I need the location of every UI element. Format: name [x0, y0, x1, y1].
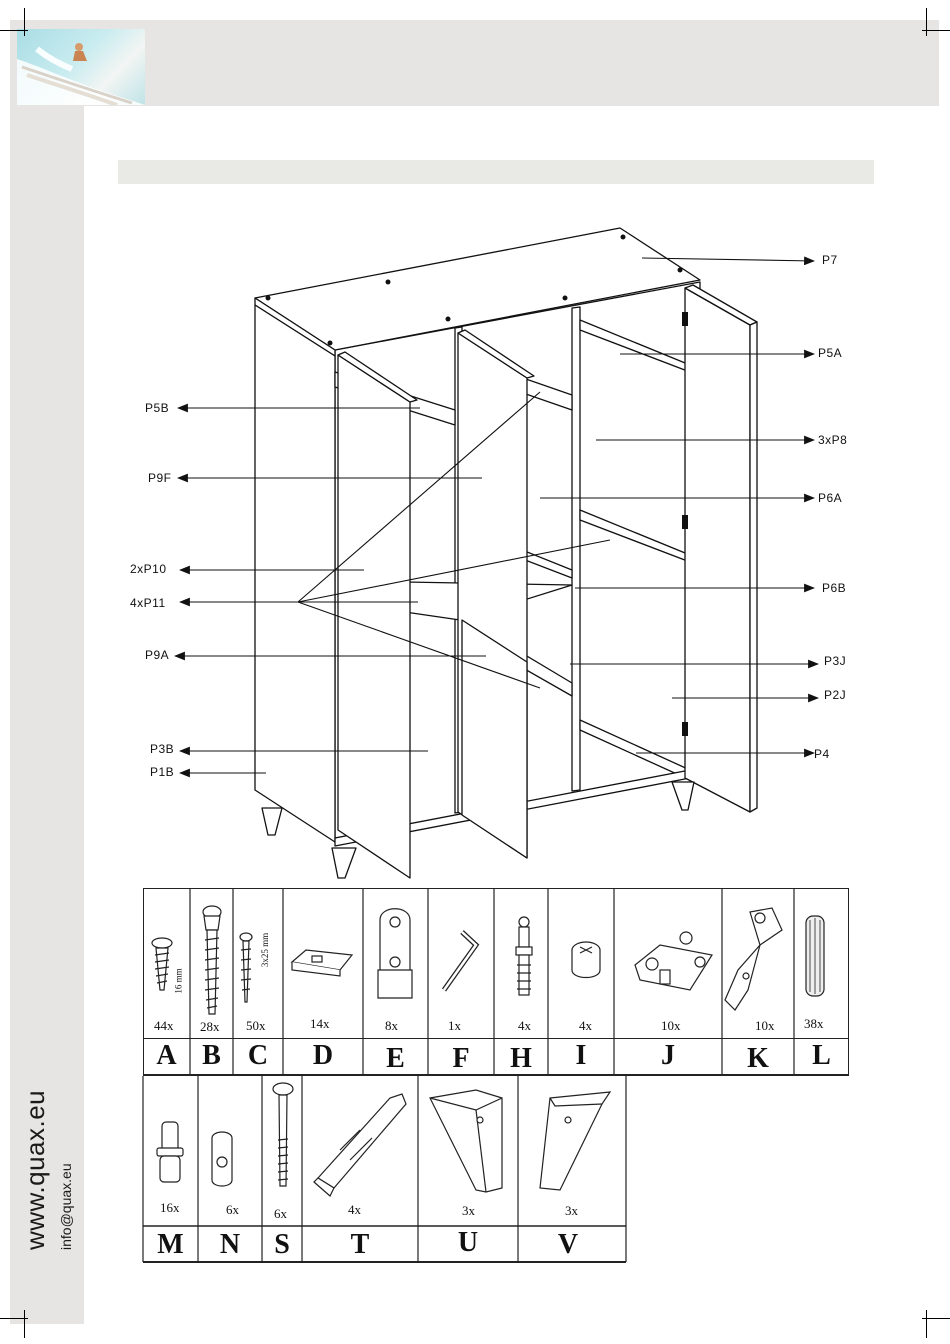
barrel-nut-icon [212, 1132, 232, 1186]
tapered-leg-icon [430, 1090, 502, 1192]
qty-i: 4x [579, 1018, 592, 1033]
code-n: N [219, 1229, 241, 1260]
qty-d: 14x [310, 1016, 330, 1031]
code-h: H [510, 1043, 532, 1074]
part-label-p11: 4xP11 [130, 596, 166, 610]
website-text: www.quax.eu [20, 1089, 50, 1250]
code-j: J [661, 1040, 675, 1071]
code-l: L [812, 1040, 831, 1071]
code-s: S [274, 1229, 290, 1260]
qty-a: 44x [154, 1018, 174, 1033]
code-b: B [202, 1040, 221, 1071]
code-d: D [312, 1040, 334, 1071]
tapered-leg-icon [540, 1092, 610, 1190]
size-label-c: 3x25 mm [260, 932, 271, 968]
part-label-p6b: P6B [822, 581, 847, 595]
code-i: I [575, 1040, 587, 1071]
part-label-p5b: P5B [145, 401, 170, 415]
code-c: C [247, 1040, 269, 1071]
qty-k: 10x [755, 1018, 775, 1033]
qty-m: 16x [160, 1200, 180, 1215]
part-label-p5a: P5A [818, 346, 843, 360]
part-label-p9f: P9F [148, 471, 172, 485]
qty-e: 8x [385, 1018, 398, 1033]
qty-c: 50x [246, 1018, 266, 1033]
part-label-p4: P4 [814, 747, 830, 761]
part-label-p9a: P9A [145, 648, 170, 662]
code-u: U [457, 1227, 479, 1258]
code-k: K [747, 1043, 769, 1074]
part-label-p1b: P1B [150, 765, 175, 779]
qty-f: 1x [448, 1018, 461, 1033]
part-label-p3b: P3B [150, 742, 175, 756]
qty-l: 38x [804, 1016, 824, 1031]
code-e: E [386, 1043, 405, 1074]
shelf-pin-icon [157, 1122, 183, 1182]
size-label-a: 16 mm [173, 968, 184, 994]
part-label-p6a: P6A [818, 491, 843, 505]
part-label-p7: P7 [822, 253, 838, 267]
code-f: F [452, 1043, 470, 1074]
qty-j: 10x [661, 1018, 681, 1033]
part-label-p8: 3xP8 [818, 433, 848, 447]
code-a: A [156, 1040, 177, 1071]
part-label-p3j: P3J [824, 654, 847, 668]
bolt-icon [273, 1083, 293, 1186]
qty-s: 6x [274, 1206, 287, 1221]
code-t: T [350, 1229, 370, 1260]
qty-u: 3x [462, 1203, 475, 1218]
part-label-p10: 2xP10 [130, 562, 167, 576]
email-text: info@quax.eu [58, 1163, 74, 1250]
push-latch-icon [314, 1094, 406, 1196]
qty-b: 28x [200, 1019, 220, 1034]
code-m: M [157, 1229, 184, 1260]
part-label-p2j: P2J [824, 688, 847, 702]
code-v: V [557, 1229, 579, 1260]
qty-t: 4x [348, 1202, 361, 1217]
qty-n: 6x [226, 1202, 239, 1217]
qty-v: 3x [565, 1203, 578, 1218]
qty-h: 4x [518, 1018, 531, 1033]
